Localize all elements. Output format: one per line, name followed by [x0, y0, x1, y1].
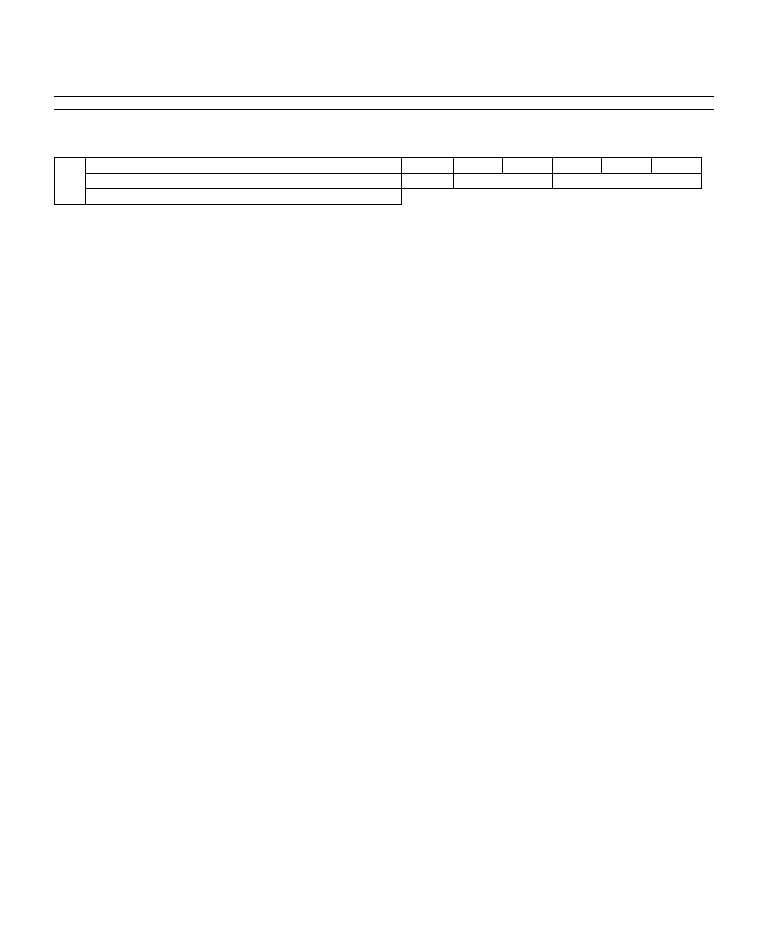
anc-standar-header	[86, 189, 402, 205]
k1-header	[402, 158, 454, 174]
nomor-header	[55, 158, 86, 205]
usia-group-1	[402, 173, 454, 189]
divider-line	[54, 109, 714, 110]
usia-group-2	[454, 173, 553, 189]
divider-line	[54, 96, 714, 97]
k5-header	[602, 158, 652, 174]
k3-header	[503, 158, 553, 174]
anc-table-top	[54, 157, 702, 205]
usia-minggu-header	[86, 173, 402, 189]
k2-header	[454, 158, 503, 174]
k4-header	[553, 158, 602, 174]
kontak-ke-header	[86, 158, 402, 174]
usia-group-3	[553, 173, 702, 189]
k6-header	[652, 158, 702, 174]
